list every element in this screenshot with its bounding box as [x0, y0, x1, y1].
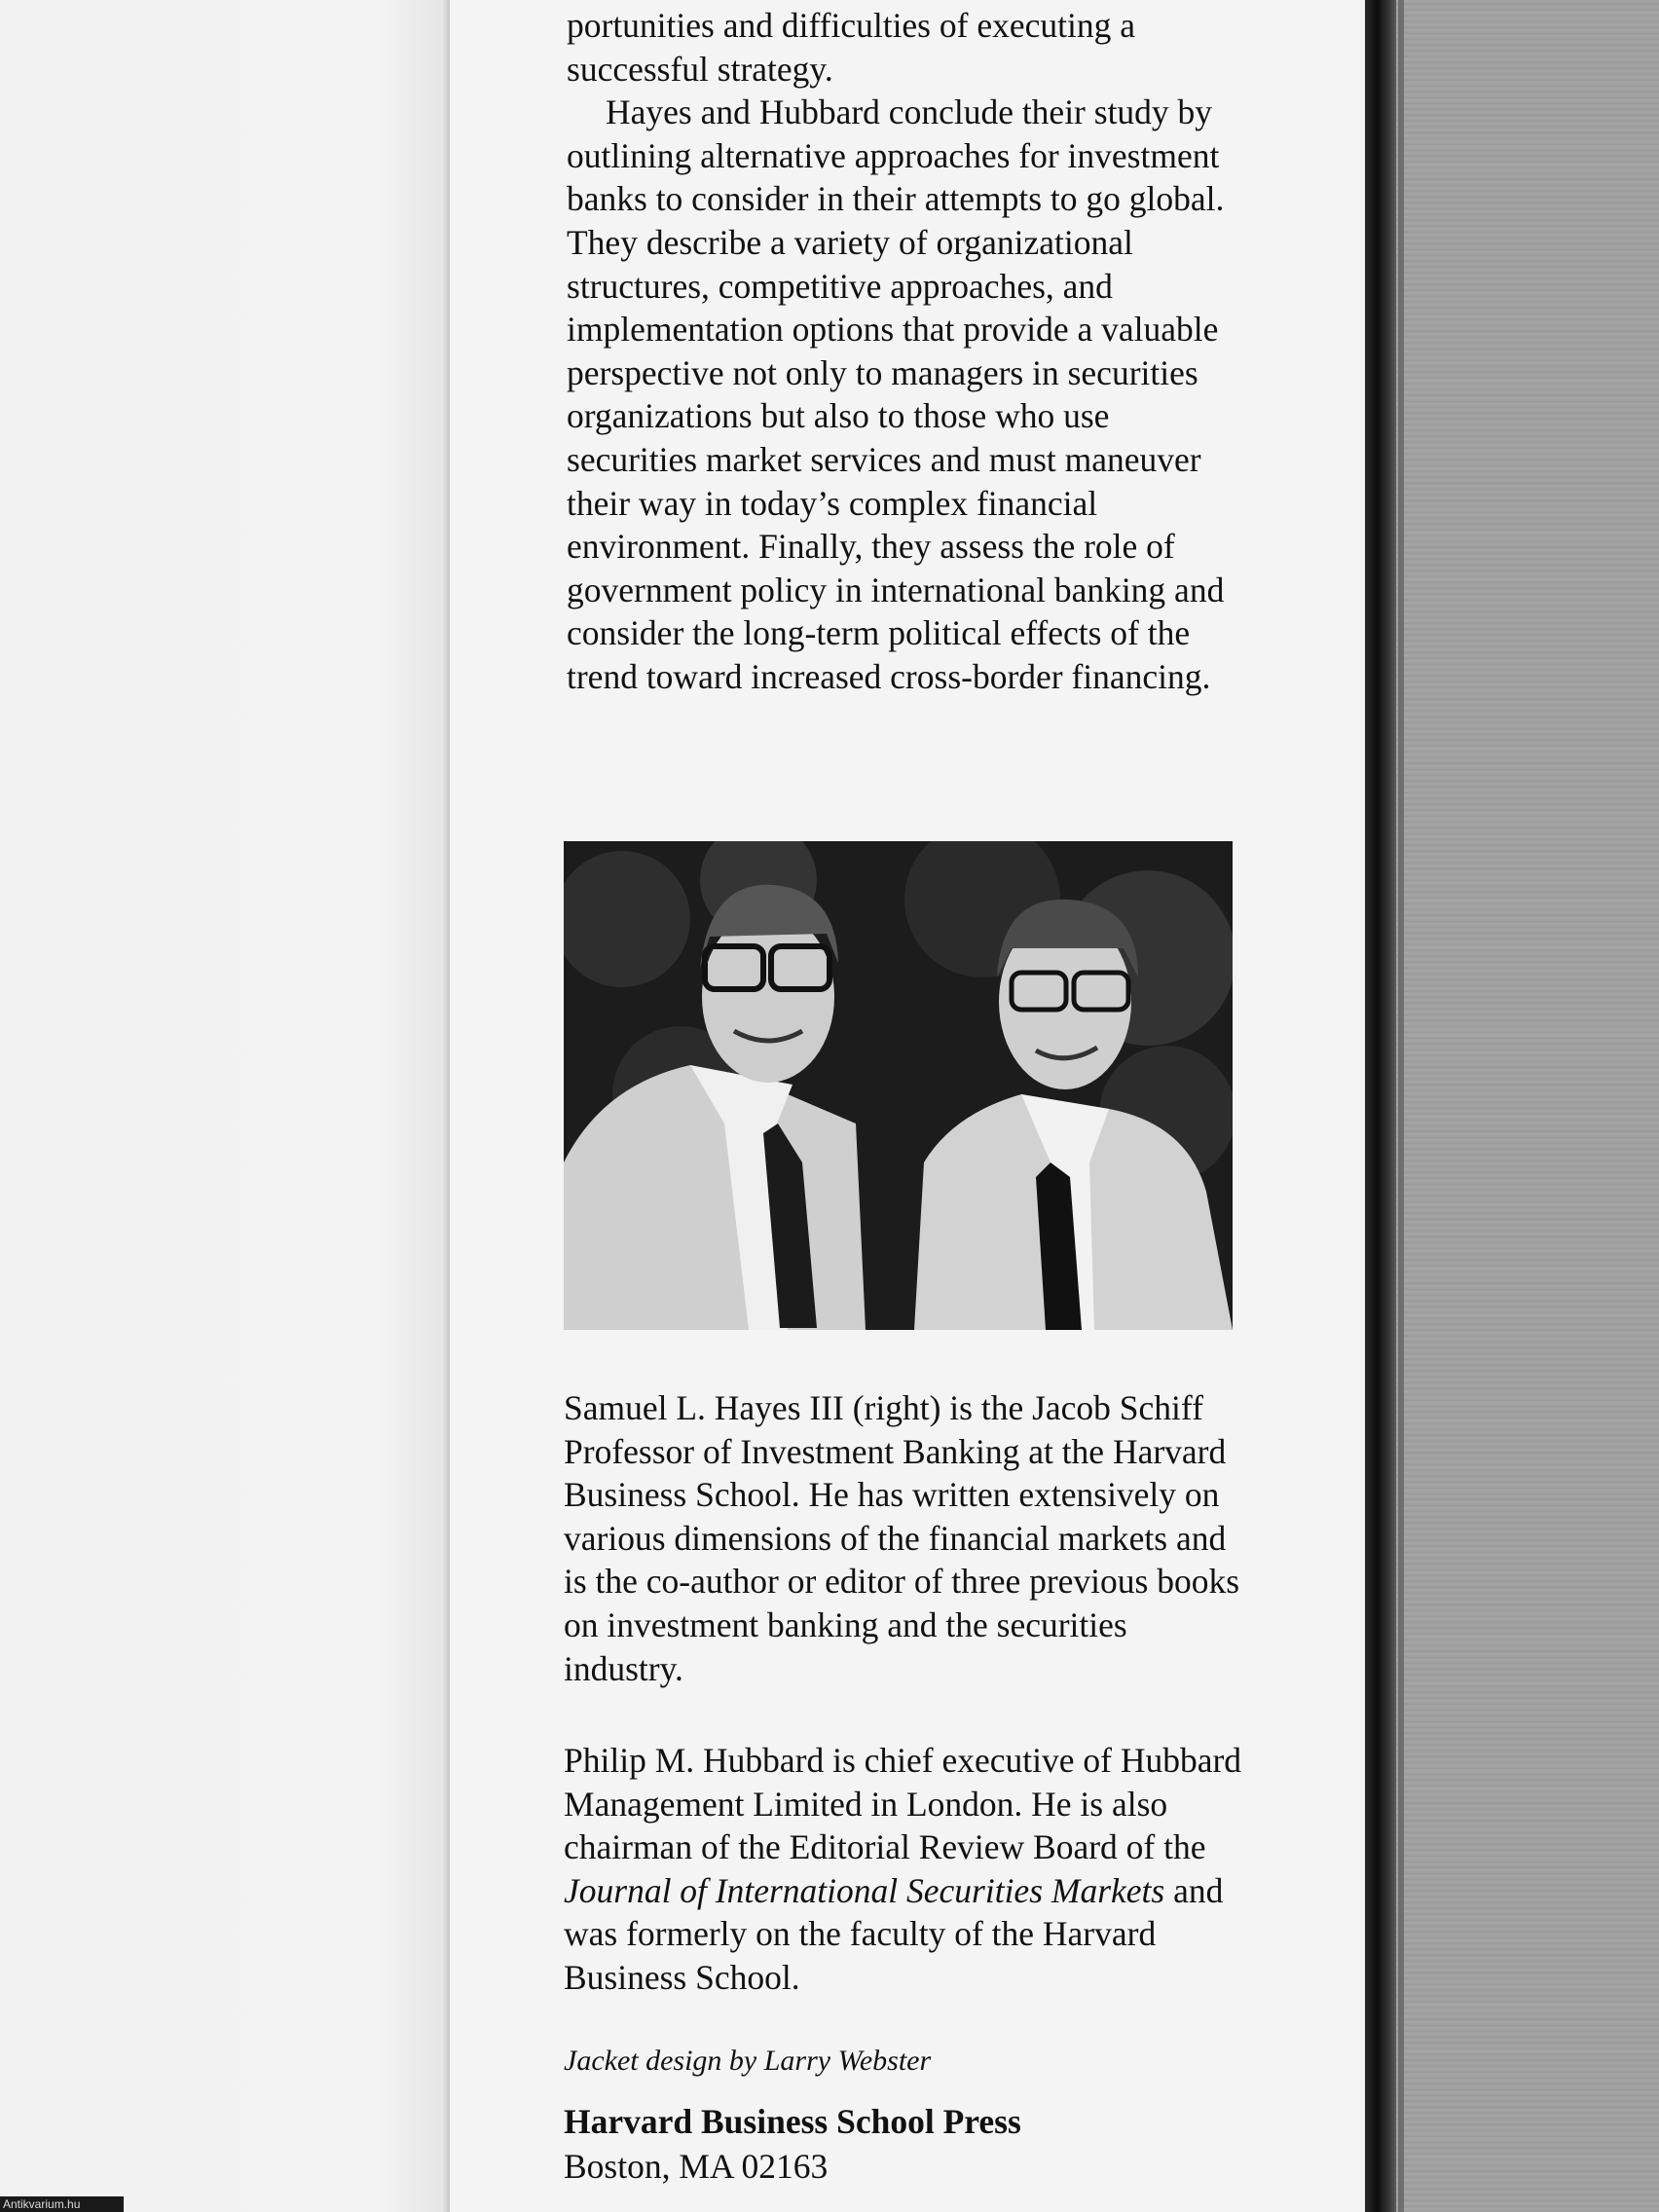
author-photo — [564, 841, 1233, 1330]
bio-hubbard-before: Philip M. Hubbard is chief executive of Hubbard Management Limited in London. He is also chairman of the Editorial Review Board of the — [564, 1741, 1242, 1867]
description-text — [567, 4, 1248, 699]
bio-hubbard-text — [564, 1739, 1245, 2000]
author-photo-illustration — [564, 841, 1233, 1330]
watermark: Antikvarium.hu — [0, 2196, 124, 2212]
bio-hayes-text: Samuel L. Hayes III (right) is the Jacob Schiff Professor of Investment Banking at the Harvard Business School. He has written extensively on various dimensions of the financial markets and is the co-author or editor of three previous books on investment banking and the securities industry. — [564, 1388, 1240, 1688]
jacket-credit: Jacket design by Larry Webster — [564, 2045, 932, 2077]
flap-edge — [1365, 0, 1396, 2212]
board-edge — [1398, 0, 1404, 2212]
publisher-address: Boston, MA 02163 — [564, 2147, 829, 2186]
bio-hubbard — [564, 1739, 1245, 2000]
publisher-name: Harvard Business School Press — [564, 2102, 1021, 2141]
bio-hayes — [564, 1386, 1245, 1690]
cover-board — [1396, 0, 1659, 2212]
journal-title: Journal of International Securities Markets — [564, 1870, 1165, 1910]
continuation-paragraph: portunities and difficulties of executing a successful strategy. — [567, 6, 1135, 89]
main-paragraph: Hayes and Hubbard conclude their study by outlining alternative approaches for investment banks to consider in their attempts to go global. They describe a variety of organizational structures, competitive approaches, and implementation options that provide a valuable perspective not only to managers in securities organizations but also to those who use securities market services and must maneuver their way in today’s complex financial environment. Finally, they assess the role of government policy in international banking and consider the long-term political effects of the trend toward increased cross-border financing. — [567, 92, 1225, 696]
left-page — [0, 0, 450, 2212]
bio-hubbard-after: and was formerly on the faculty of the Harvard Business School. — [564, 1870, 1224, 1997]
